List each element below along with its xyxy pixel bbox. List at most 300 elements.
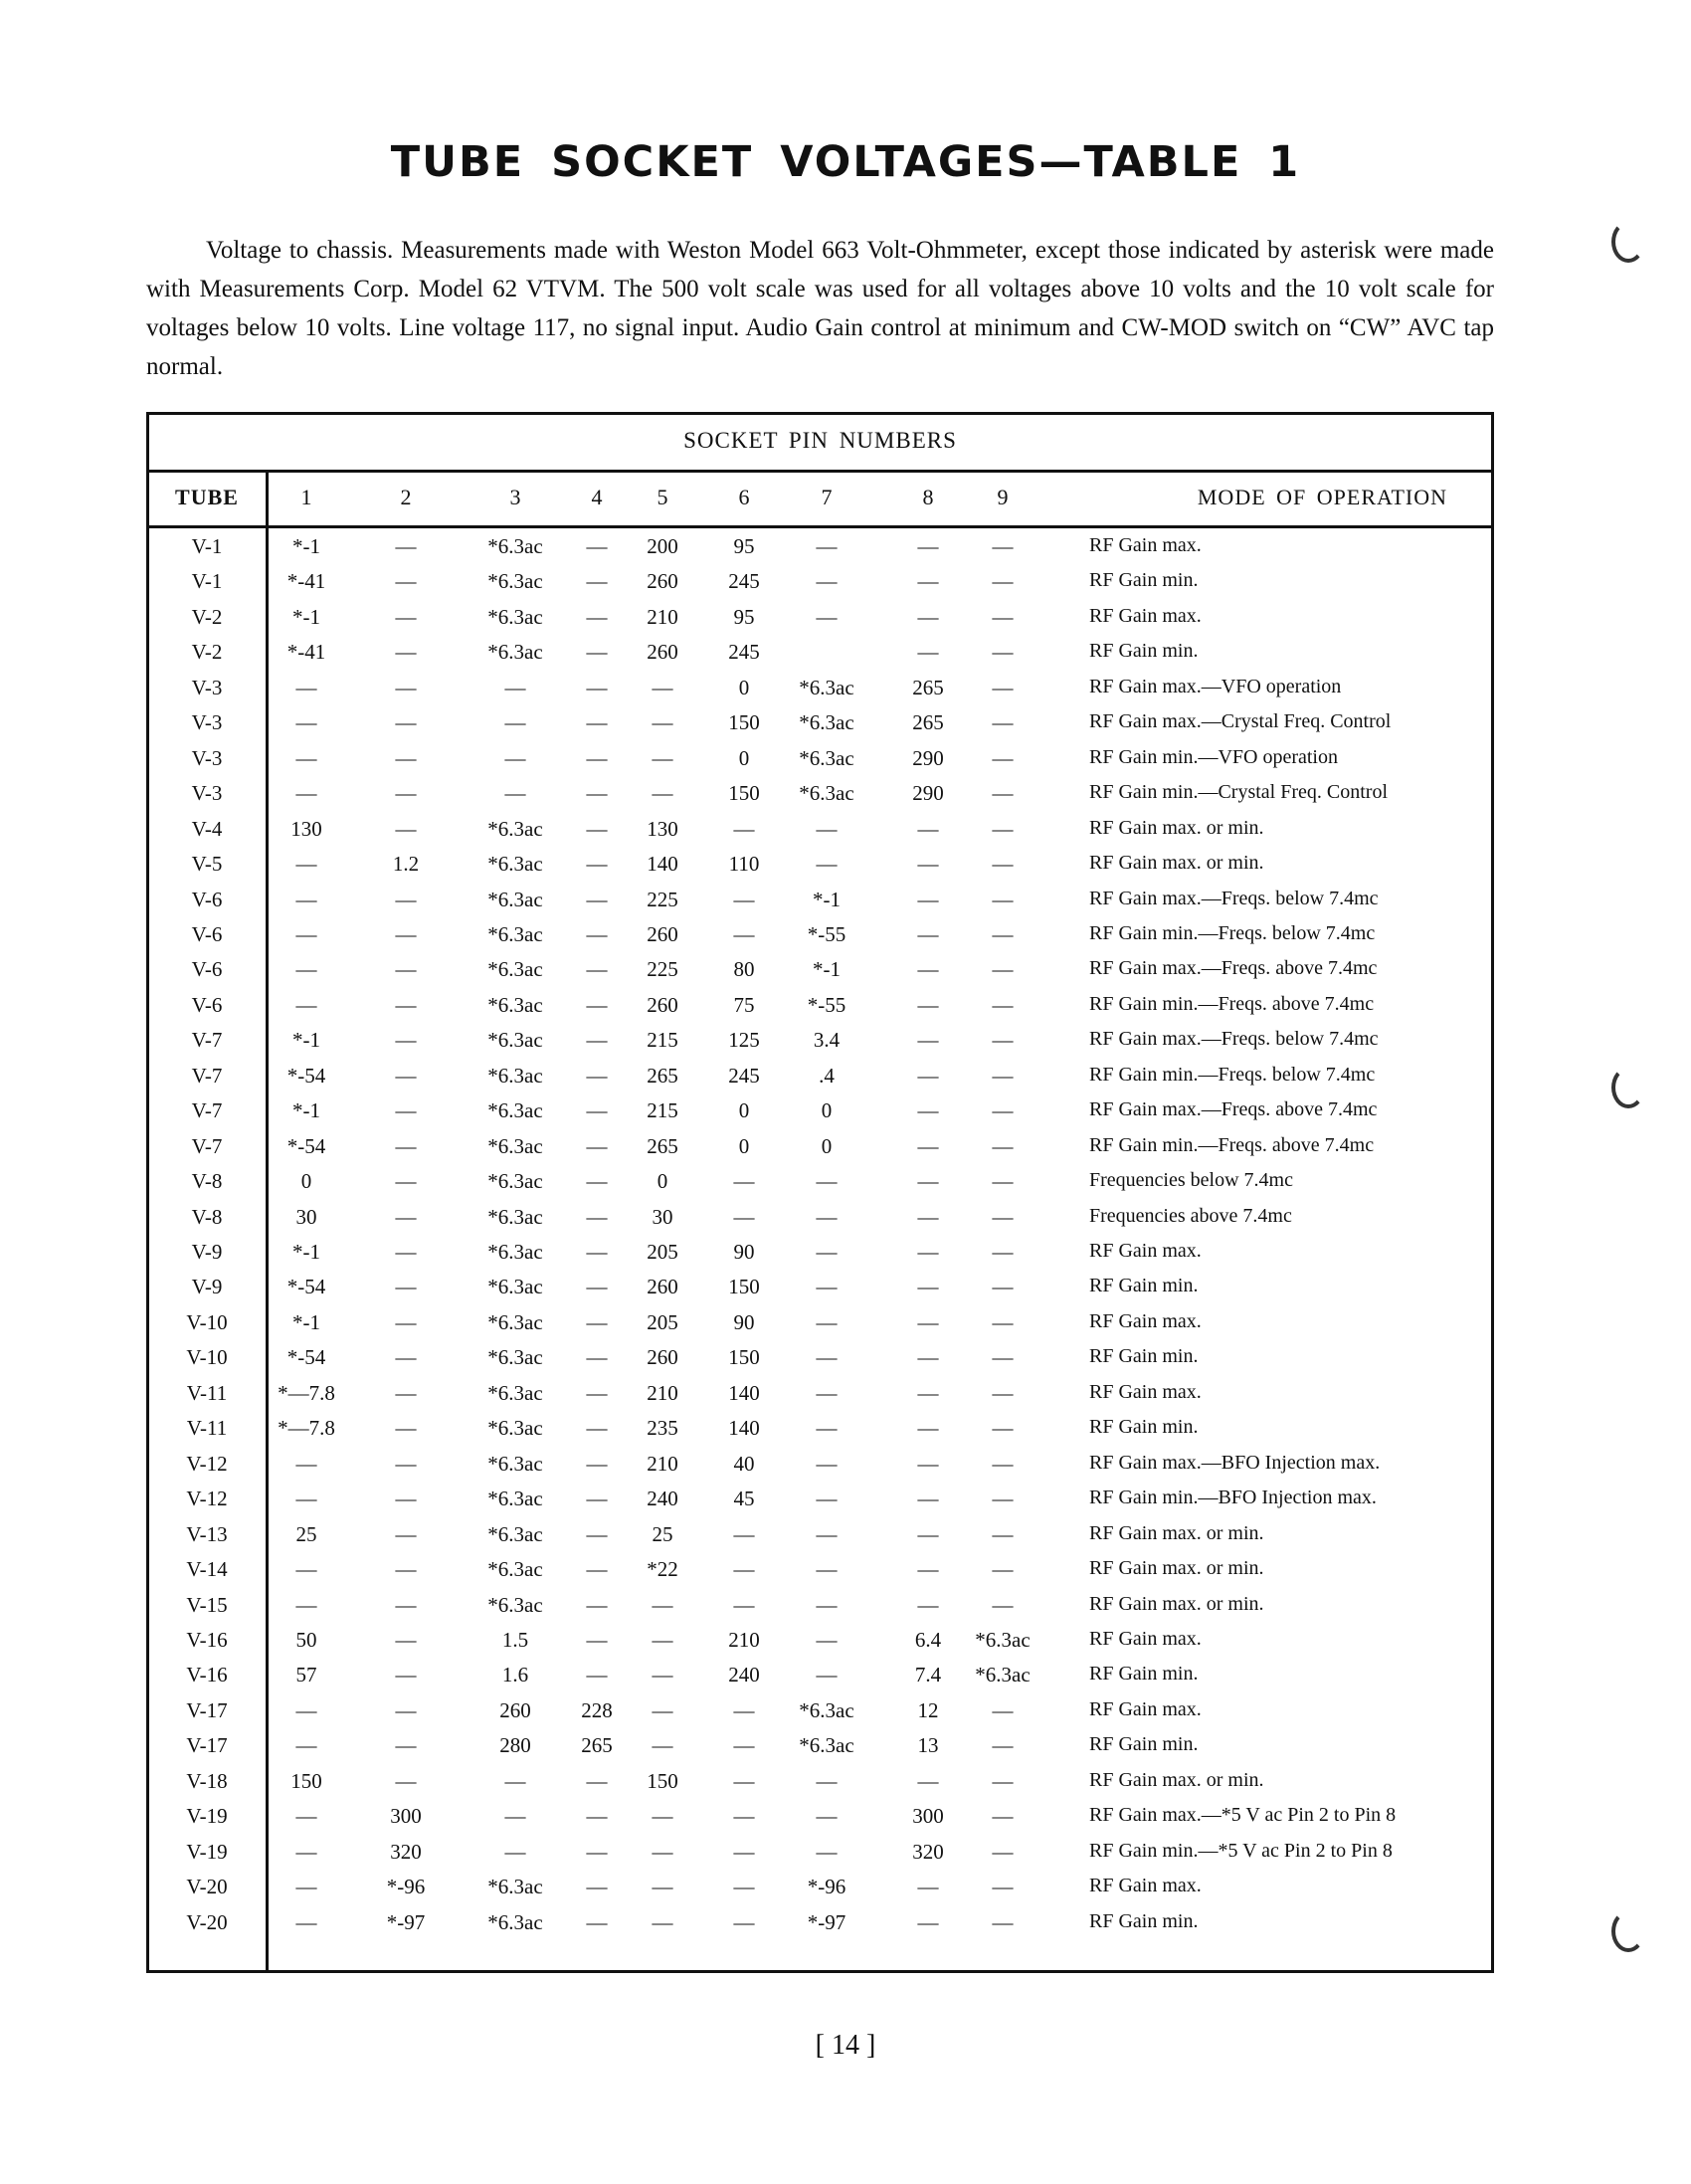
pin-9-cell: — <box>992 745 1014 770</box>
pin-4-cell: — <box>586 781 608 806</box>
table-row <box>149 1304 1491 1339</box>
pin-1-cell: — <box>295 852 317 877</box>
table-row <box>149 1446 1491 1481</box>
pin-9-cell: — <box>992 957 1014 982</box>
pin-5-cell: — <box>652 1839 673 1864</box>
mode-cell: RF Gain min. <box>1089 1733 1199 1756</box>
pin-header-8: 8 <box>922 485 934 509</box>
pin-8-cell: — <box>917 640 939 665</box>
pin-9-cell: — <box>992 1804 1014 1829</box>
pin-9-cell: — <box>992 1169 1014 1194</box>
pin-1-cell: 30 <box>295 1204 317 1229</box>
tube-cell: V-6 <box>191 887 223 911</box>
pin-9-cell: — <box>992 1697 1014 1722</box>
mode-cell: RF Gain min. <box>1089 1345 1199 1368</box>
pin-9-cell: — <box>992 1133 1014 1158</box>
tube-cell: V-13 <box>186 1521 228 1546</box>
pin-1-cell: *-41 <box>286 569 326 594</box>
mode-cell: RF Gain min.—Freqs. above 7.4mc <box>1089 1133 1375 1156</box>
mode-cell: RF Gain max. or min. <box>1089 816 1264 839</box>
pin-3-cell: 280 <box>499 1733 531 1758</box>
punch-hole-mark <box>1611 1910 1645 1952</box>
pin-4-cell: — <box>586 1345 608 1370</box>
pin-9-cell: — <box>992 1240 1014 1264</box>
pin-8-cell: — <box>917 1063 939 1088</box>
pin-1-cell: *-54 <box>286 1063 326 1088</box>
pin-4-cell: — <box>586 1133 608 1158</box>
table-row <box>149 1657 1491 1691</box>
pin-6-cell: — <box>733 1768 755 1793</box>
pin-7-cell: *-96 <box>807 1875 846 1899</box>
pin-2-cell: — <box>395 1416 417 1441</box>
pin-8-cell: — <box>917 1380 939 1405</box>
pin-3-cell: *6.3ac <box>487 957 543 982</box>
pin-9-cell: — <box>992 1345 1014 1370</box>
pin-6-cell: 95 <box>733 534 755 558</box>
pin-9-cell: — <box>992 640 1014 665</box>
mode-cell: RF Gain max.—BFO Injection max. <box>1089 1451 1381 1474</box>
pin-3-cell: *6.3ac <box>487 1309 543 1334</box>
pin-7-cell: 0 <box>821 1133 833 1158</box>
table-row <box>149 1834 1491 1869</box>
pin-8-cell: 7.4 <box>914 1663 942 1688</box>
pin-8-cell: — <box>917 1309 939 1334</box>
pin-3-cell: *6.3ac <box>487 921 543 946</box>
pin-5-cell: — <box>652 710 673 735</box>
mode-header: MODE OF OPERATION <box>1197 485 1447 509</box>
tube-cell: V-1 <box>191 569 223 594</box>
pin-4-cell: — <box>586 640 608 665</box>
pin-9-cell: — <box>992 1380 1014 1405</box>
table-row <box>149 1375 1491 1410</box>
pin-2-cell: — <box>395 1380 417 1405</box>
pin-6-cell: 140 <box>728 1380 760 1405</box>
pin-3-cell: *6.3ac <box>487 1133 543 1158</box>
pin-3-cell: *6.3ac <box>487 1169 543 1194</box>
mode-cell: RF Gain min. <box>1089 1416 1199 1439</box>
pin-4-cell: — <box>586 1875 608 1899</box>
pin-3-cell: *6.3ac <box>487 1345 543 1370</box>
pin-2-cell: — <box>395 1028 417 1053</box>
mode-cell: RF Gain min.—Freqs. below 7.4mc <box>1089 1063 1376 1086</box>
pin-9-cell: — <box>992 534 1014 558</box>
pin-1-cell: 25 <box>295 1521 317 1546</box>
pin-6-cell: 110 <box>728 852 760 877</box>
table-row <box>149 1481 1491 1515</box>
pin-5-cell: — <box>652 1804 673 1829</box>
pin-5-cell: 235 <box>647 1416 678 1441</box>
table-row <box>149 1092 1491 1127</box>
pin-7-cell: — <box>816 1521 838 1546</box>
pin-9-cell: — <box>992 781 1014 806</box>
tube-cell: V-11 <box>186 1416 228 1441</box>
pin-5-cell: — <box>652 745 673 770</box>
pin-2-cell: 1.2 <box>392 852 420 877</box>
pin-2-cell: — <box>395 957 417 982</box>
mode-cell: RF Gain max.—Freqs. below 7.4mc <box>1089 887 1379 909</box>
pin-5-cell: 210 <box>647 604 678 629</box>
tube-cell: V-3 <box>191 781 223 806</box>
pin-3-cell: *6.3ac <box>487 1875 543 1899</box>
table-row <box>149 1269 1491 1303</box>
pin-8-cell: — <box>917 1345 939 1370</box>
pin-9-cell: — <box>992 1733 1014 1758</box>
pin-2-cell: — <box>395 1240 417 1264</box>
pin-3-cell: *6.3ac <box>487 887 543 911</box>
pin-4-cell: — <box>586 1098 608 1123</box>
table-row <box>149 1692 1491 1727</box>
pin-7-cell: — <box>816 1240 838 1264</box>
pin-7-cell: 3.4 <box>813 1028 841 1053</box>
pin-5-cell: — <box>652 1592 673 1617</box>
pin-8-cell: 265 <box>912 675 944 699</box>
page-title: TUBE SOCKET VOLTAGES—TABLE 1 <box>390 137 1301 187</box>
pin-4-cell: — <box>586 816 608 841</box>
pin-5-cell: 130 <box>647 816 678 841</box>
pin-8-cell: 13 <box>917 1733 939 1758</box>
table-row <box>149 846 1491 881</box>
pin-5-cell: 260 <box>647 1345 678 1370</box>
table-row <box>149 528 1491 563</box>
pin-header-6: 6 <box>738 485 750 509</box>
pin-3-cell: *6.3ac <box>487 1204 543 1229</box>
pin-7-cell: — <box>816 1275 838 1299</box>
pin-1-cell: *-54 <box>286 1275 326 1299</box>
tube-cell: V-6 <box>191 957 223 982</box>
pin-8-cell: — <box>917 1204 939 1229</box>
pin-3-cell: *6.3ac <box>487 1098 543 1123</box>
pin-3-cell: *6.3ac <box>487 1028 543 1053</box>
pin-1-cell: 57 <box>295 1663 317 1688</box>
pin-9-cell: — <box>992 1204 1014 1229</box>
pin-5-cell: — <box>652 781 673 806</box>
table-row <box>149 1199 1491 1234</box>
pin-9-cell: — <box>992 1521 1014 1546</box>
pin-6-cell: 0 <box>738 1133 750 1158</box>
pin-9-cell: — <box>992 887 1014 911</box>
table-row <box>149 1022 1491 1057</box>
tube-header: TUBE <box>175 485 239 509</box>
pin-3-cell: *6.3ac <box>487 1416 543 1441</box>
pin-7-cell: — <box>816 1557 838 1582</box>
pin-6-cell: — <box>733 1169 755 1194</box>
pin-6-cell: 150 <box>728 1275 760 1299</box>
pin-7-cell: — <box>816 1451 838 1476</box>
pin-2-cell: — <box>395 675 417 699</box>
pin-4-cell: 265 <box>581 1733 613 1758</box>
pin-6-cell: — <box>733 1557 755 1582</box>
pin-7-cell: — <box>816 1169 838 1194</box>
pin-4-cell: — <box>586 1804 608 1829</box>
pin-4-cell: — <box>586 1521 608 1546</box>
pin-3-cell: *6.3ac <box>487 1521 543 1546</box>
pin-5-cell: 150 <box>647 1768 678 1793</box>
tube-cell: V-7 <box>191 1063 223 1088</box>
mode-cell: RF Gain min.—Crystal Freq. Control <box>1089 781 1388 804</box>
pin-3-cell: *6.3ac <box>487 852 543 877</box>
pin-1-cell: *-1 <box>292 1309 320 1334</box>
tube-cell: V-20 <box>186 1875 228 1899</box>
mode-cell: RF Gain max. <box>1089 604 1202 627</box>
table-row <box>149 1727 1491 1762</box>
pin-1-cell: 150 <box>290 1768 322 1793</box>
pin-7-cell: 0 <box>821 1098 833 1123</box>
pin-6-cell: — <box>733 816 755 841</box>
tube-cell: V-12 <box>186 1451 228 1476</box>
mode-cell: RF Gain min.—*5 V ac Pin 2 to Pin 8 <box>1089 1839 1393 1862</box>
pin-9-cell: — <box>992 1275 1014 1299</box>
pin-1-cell: *-1 <box>292 1098 320 1123</box>
pin-3-cell: 1.6 <box>501 1663 529 1688</box>
mode-cell: RF Gain max. <box>1089 1309 1202 1332</box>
pin-6-cell: 80 <box>733 957 755 982</box>
pin-7-cell: — <box>816 1204 838 1229</box>
pin-2-cell: — <box>395 781 417 806</box>
mode-cell: RF Gain max. or min. <box>1089 852 1264 875</box>
pin-header-9: 9 <box>997 485 1009 509</box>
pin-9-cell: — <box>992 1098 1014 1123</box>
pin-4-cell: — <box>586 569 608 594</box>
pin-5-cell: 260 <box>647 1275 678 1299</box>
pin-3-cell: — <box>504 710 526 735</box>
pin-8-cell: — <box>917 992 939 1017</box>
table-row <box>149 1763 1491 1798</box>
pin-7-cell: — <box>816 1768 838 1793</box>
pin-1-cell: 50 <box>295 1627 317 1652</box>
pin-7-cell: — <box>816 1839 838 1864</box>
pin-4-cell: — <box>586 1309 608 1334</box>
pin-2-cell: — <box>395 1487 417 1511</box>
table-row <box>149 704 1491 739</box>
table-row <box>149 670 1491 704</box>
pin-6-cell: — <box>733 887 755 911</box>
pin-5-cell: 25 <box>652 1521 673 1546</box>
pin-7-cell: — <box>816 534 838 558</box>
pin-4-cell: — <box>586 1275 608 1299</box>
socket-pin-numbers-label: SOCKET PIN NUMBERS <box>683 428 957 453</box>
pin-1-cell: *—7.8 <box>278 1380 335 1405</box>
pin-6-cell: 150 <box>728 781 760 806</box>
pin-3-cell: — <box>504 1839 526 1864</box>
mode-cell: RF Gain min. <box>1089 569 1199 592</box>
mode-cell: RF Gain max.—VFO operation <box>1089 675 1342 697</box>
pin-2-cell: — <box>395 640 417 665</box>
pin-9-cell: — <box>992 921 1014 946</box>
pin-6-cell: 240 <box>728 1663 760 1688</box>
pin-9-cell: — <box>992 1063 1014 1088</box>
pin-9-cell: — <box>992 604 1014 629</box>
mode-cell: RF Gain min.—Freqs. below 7.4mc <box>1089 921 1376 944</box>
pin-5-cell: 265 <box>647 1063 678 1088</box>
pin-4-cell: — <box>586 604 608 629</box>
table-group-header <box>149 415 1491 473</box>
pin-5-cell: 205 <box>647 1240 678 1264</box>
pin-9-cell: — <box>992 852 1014 877</box>
pin-5-cell: 225 <box>647 957 678 982</box>
mode-cell: RF Gain min. <box>1089 640 1199 663</box>
table-row <box>149 1551 1491 1586</box>
pin-3-cell: *6.3ac <box>487 1487 543 1511</box>
tube-cell: V-6 <box>191 921 223 946</box>
mode-cell: Frequencies above 7.4mc <box>1089 1204 1292 1227</box>
pin-4-cell: — <box>586 1416 608 1441</box>
pin-7-cell: *6.3ac <box>799 675 854 699</box>
table-column-headers <box>149 470 1491 528</box>
table-row <box>149 1587 1491 1622</box>
pin-4-cell: — <box>586 1451 608 1476</box>
mode-cell: RF Gain min. <box>1089 1275 1199 1297</box>
pin-6-cell: 90 <box>733 1309 755 1334</box>
pin-7-cell: *-55 <box>807 992 846 1017</box>
pin-5-cell: — <box>652 1663 673 1688</box>
pin-8-cell: 320 <box>912 1839 944 1864</box>
pin-3-cell: *6.3ac <box>487 1451 543 1476</box>
mode-cell: RF Gain max. <box>1089 1380 1202 1403</box>
pin-8-cell: — <box>917 1416 939 1441</box>
tube-cell: V-3 <box>191 675 223 699</box>
pin-4-cell: — <box>586 1627 608 1652</box>
pin-7-cell: *-1 <box>813 957 841 982</box>
pin-8-cell: 300 <box>912 1804 944 1829</box>
tube-cell: V-12 <box>186 1487 228 1511</box>
pin-2-cell: — <box>395 1345 417 1370</box>
pin-6-cell: 0 <box>738 675 750 699</box>
pin-1-cell: *-54 <box>286 1133 326 1158</box>
tube-cell: V-18 <box>186 1768 228 1793</box>
pin-8-cell: — <box>917 604 939 629</box>
tube-cell: V-14 <box>186 1557 228 1582</box>
pin-1-cell: 0 <box>300 1169 312 1194</box>
pin-8-cell: — <box>917 957 939 982</box>
pin-5-cell: — <box>652 1697 673 1722</box>
pin-7-cell: *6.3ac <box>799 1733 854 1758</box>
tube-cell: V-17 <box>186 1733 228 1758</box>
pin-7-cell: — <box>816 816 838 841</box>
mode-cell: RF Gain max. or min. <box>1089 1521 1264 1544</box>
pin-1-cell: — <box>295 1875 317 1899</box>
tube-cell: V-7 <box>191 1028 223 1053</box>
pin-9-cell: — <box>992 1557 1014 1582</box>
pin-9-cell: *6.3ac <box>975 1627 1031 1652</box>
pin-8-cell: — <box>917 1028 939 1053</box>
pin-3-cell: *6.3ac <box>487 1557 543 1582</box>
pin-8-cell: — <box>917 1768 939 1793</box>
tube-cell: V-5 <box>191 852 223 877</box>
table-row <box>149 775 1491 810</box>
pin-4-cell: — <box>586 1380 608 1405</box>
pin-5-cell: 225 <box>647 887 678 911</box>
pin-9-cell: — <box>992 1451 1014 1476</box>
pin-9-cell: — <box>992 816 1014 841</box>
pin-2-cell: — <box>395 1063 417 1088</box>
tube-cell: V-9 <box>191 1275 223 1299</box>
pin-7-cell: — <box>816 1804 838 1829</box>
pin-4-cell: — <box>586 1204 608 1229</box>
mode-cell: Frequencies below 7.4mc <box>1089 1169 1293 1192</box>
pin-2-cell: — <box>395 1627 417 1652</box>
pin-5-cell: *22 <box>647 1557 678 1582</box>
pin-6-cell: 0 <box>738 1098 750 1123</box>
pin-2-cell: — <box>395 1663 417 1688</box>
pin-6-cell: 150 <box>728 1345 760 1370</box>
pin-2-cell: — <box>395 1697 417 1722</box>
table-row <box>149 1904 1491 1939</box>
pin-8-cell: 6.4 <box>914 1627 942 1652</box>
pin-7-cell: — <box>816 852 838 877</box>
pin-4-cell: — <box>586 1169 608 1194</box>
tube-cell: V-10 <box>186 1345 228 1370</box>
pin-6-cell: 95 <box>733 604 755 629</box>
pin-4-cell: — <box>586 1028 608 1053</box>
pin-8-cell: — <box>917 1169 939 1194</box>
pin-9-cell: — <box>992 1909 1014 1934</box>
pin-2-cell: — <box>395 745 417 770</box>
table-row <box>149 811 1491 846</box>
pin-3-cell: *6.3ac <box>487 569 543 594</box>
tube-cell: V-2 <box>191 640 223 665</box>
pin-3-cell: *6.3ac <box>487 1909 543 1934</box>
mode-cell: RF Gain max.—Freqs. below 7.4mc <box>1089 1028 1379 1051</box>
pin-5-cell: — <box>652 1627 673 1652</box>
table-row <box>149 1128 1491 1163</box>
pin-6-cell: 45 <box>733 1487 755 1511</box>
mode-cell: RF Gain max.—Crystal Freq. Control <box>1089 710 1392 733</box>
tube-cell: V-16 <box>186 1627 228 1652</box>
pin-6-cell: 140 <box>728 1416 760 1441</box>
pin-5-cell: 240 <box>647 1487 678 1511</box>
pin-2-cell: — <box>395 1169 417 1194</box>
pin-9-cell: — <box>992 992 1014 1017</box>
table-row <box>149 740 1491 775</box>
pin-6-cell: — <box>733 1521 755 1546</box>
pin-4-cell: — <box>586 921 608 946</box>
pin-8-cell: 290 <box>912 781 944 806</box>
page-number: [ 14 ] <box>815 2030 876 2061</box>
table-row <box>149 599 1491 634</box>
pin-1-cell: — <box>295 675 317 699</box>
mode-cell: RF Gain max. <box>1089 1240 1202 1262</box>
intro-paragraph: Voltage to chassis. Measurements made with Weston Model 663 Volt-Ohmmeter, except those indicated by asterisk were made with Measurements Corp. Model 62 VTVM. The 500 volt scale was used for all voltages above 10 volts and the 10 volt scale for voltages below 10 volts. Line voltage 117, no signal input. Audio Gain control at minimum and CW-MOD switch on “CW” AVC tap normal. <box>146 237 1494 380</box>
mode-cell: RF Gain min. <box>1089 1663 1199 1686</box>
mode-cell: RF Gain max.—*5 V ac Pin 2 to Pin 8 <box>1089 1804 1397 1827</box>
pin-5-cell: — <box>652 675 673 699</box>
pin-1-cell: — <box>295 1592 317 1617</box>
pin-6-cell: — <box>733 921 755 946</box>
pin-7-cell: — <box>816 569 838 594</box>
mode-cell: RF Gain max.—Freqs. above 7.4mc <box>1089 957 1378 980</box>
pin-5-cell: — <box>652 1909 673 1934</box>
pin-1-cell: — <box>295 1839 317 1864</box>
pin-1-cell: — <box>295 921 317 946</box>
pin-8-cell: — <box>917 1487 939 1511</box>
pin-8-cell: 265 <box>912 710 944 735</box>
pin-2-cell: — <box>395 1133 417 1158</box>
table-row <box>149 1058 1491 1092</box>
pin-4-cell: — <box>586 1557 608 1582</box>
pin-8-cell: — <box>917 887 939 911</box>
pin-1-cell: *-1 <box>292 1028 320 1053</box>
pin-6-cell: 245 <box>728 640 760 665</box>
pin-5-cell: 30 <box>652 1204 673 1229</box>
pin-1-cell: *-1 <box>292 534 320 558</box>
table-row <box>149 916 1491 951</box>
tube-cell: V-8 <box>191 1204 223 1229</box>
pin-4-cell: — <box>586 1487 608 1511</box>
pin-3-cell: *6.3ac <box>487 1063 543 1088</box>
pin-8-cell: — <box>917 852 939 877</box>
pin-2-cell: — <box>395 921 417 946</box>
tube-cell: V-4 <box>191 816 223 841</box>
